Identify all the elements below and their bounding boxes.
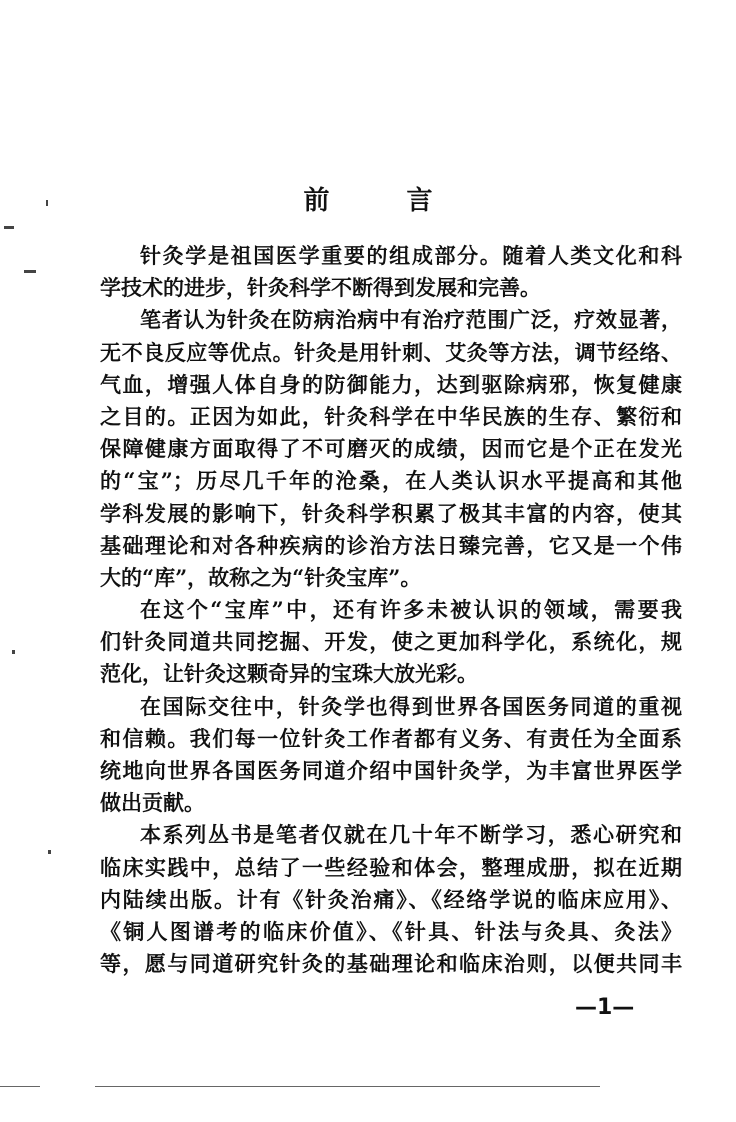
- text-line: 范化，让针灸这颗奇异的宝珠大放光彩。: [100, 661, 478, 687]
- text-line: 笔者认为针灸在防病治病中有治疗范围广泛，疗效显著，: [140, 307, 682, 333]
- text-line: 学科发展的影响下，针灸科学积累了极其丰富的内容，使其: [100, 500, 682, 526]
- text-line: 临床实践中，总结了一些经验和体会，整理成册，拟在近期: [100, 854, 682, 880]
- page-number: —1—: [575, 995, 635, 1020]
- text-line: 《铜人图谱考的临床价值》、《针具、针法与灸具、灸法》: [100, 918, 682, 944]
- text-line: 的“宝”；历尽几千年的沧桑，在人类认识水平提高和其他: [100, 468, 682, 494]
- text-line: 无不良反应等优点。针灸是用针刺、艾灸等方法，调节经络、: [100, 339, 682, 365]
- scan-speck: [46, 200, 48, 206]
- scan-speck: [48, 850, 51, 854]
- text-line: 内陆续出版。计有《针灸治痛》、《经络学说的临床应用》、: [100, 886, 682, 912]
- text-line: 之目的。正因为如此，针灸科学在中华民族的生存、繁衍和: [100, 403, 682, 429]
- text-line: 在国际交往中，针灸学也得到世界各国医务同道的重视: [140, 693, 682, 719]
- text-line: 保障健康方面取得了不可磨灭的成绩，因而它是个正在发光: [100, 436, 682, 462]
- text-line: 在这个“宝库”中，还有许多未被认识的领域，需要我: [140, 597, 682, 623]
- text-line: 们针灸同道共同挖掘、开发，使之更加科学化，系统化，规: [100, 629, 682, 655]
- scan-speck: [24, 270, 36, 273]
- page-title: 前 言: [303, 186, 467, 216]
- text-line: 统地向世界各国医务同道介绍中国针灸学，为丰富世界医学: [100, 758, 682, 783]
- scan-speck: [12, 650, 15, 654]
- text-line: 学技术的进步，针灸科学不断得到发展和完善。: [100, 275, 541, 301]
- text-line: 本系列丛书是笔者仅就在几十年不断学习，悉心研究和: [140, 822, 682, 848]
- preface-body: [100, 240, 682, 980]
- scan-edge-line: [0, 1086, 40, 1087]
- text-line: 基础理论和对各种疾病的诊治方法日臻完善，它又是一个伟: [100, 532, 682, 558]
- scan-edge-line: [95, 1086, 600, 1087]
- text-line: 大的“库”，故称之为“针灸宝库”。: [100, 564, 422, 590]
- text-line: 做出贡献。: [100, 790, 205, 816]
- scan-speck: [4, 226, 14, 229]
- text-line: 针灸学是祖国医学重要的组成部分。随着人类文化和科: [140, 243, 682, 268]
- text-line: 气血，增强人体自身的防御能力，达到驱除病邪，恢复健康: [100, 371, 682, 397]
- text-line: 和信赖。我们每一位针灸工作者都有义务、有责任为全面系: [100, 725, 682, 751]
- text-line: 等，愿与同道研究针灸的基础理论和临床治则，以便共同丰: [100, 951, 682, 977]
